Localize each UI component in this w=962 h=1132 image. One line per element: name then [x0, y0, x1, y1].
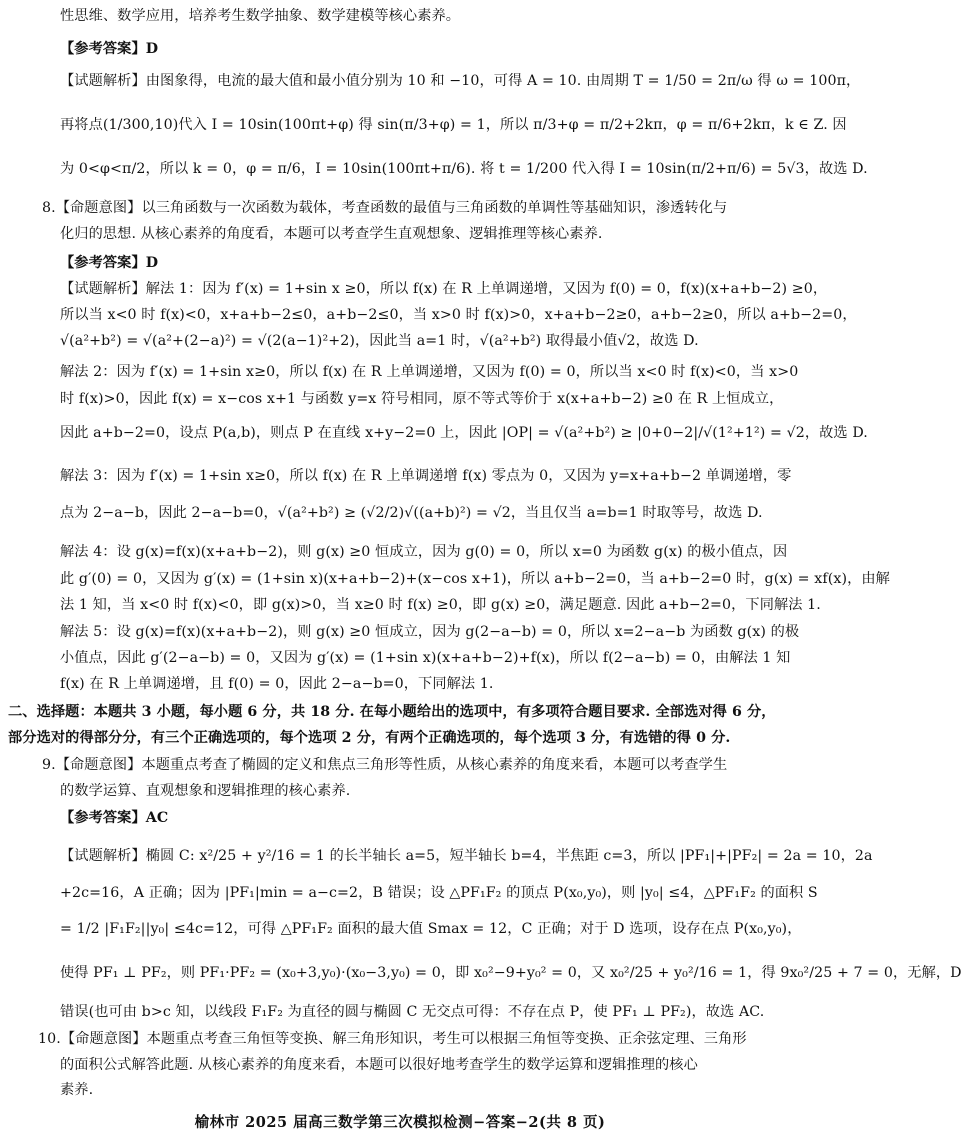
text-line: = 1/2 |F₁F₂||y₀| ≤4c=12，可得 △PF₁F₂ 面积的最大值 Smax = 12，C 正确；对于 D 选项，设存在点 P(x₀,y₀)， [60, 921, 802, 937]
reference-answer: 【参考答案】D [60, 41, 159, 57]
text-line: 性思维、数学应用，培养考生数学抽象、数学建模等核心素养。 [60, 8, 461, 24]
text-line: 所以当 x<0 时 f(x)<0，x+a+b−2≤0，a+b−2≤0，当 x>0 时 f(x)>0，x+a+b−2≥0，a+b−2≥0，所以 a+b−2=0， [60, 307, 857, 323]
text-line: 为 0<φ<π/2，所以 k = 0，φ = π/6，I = 10sin(100πt+π/6). 将 t = 1/200 代入得 I = 10sin(π/2+π/6) = 5√3，故选 D. [60, 161, 868, 177]
text-line: 小值点，因此 g′(2−a−b) = 0，又因为 g′(x) = (1+sin x)(x+a+b−2)+f(x)，所以 f(2−a−b) = 0，由解法 1 知 [60, 650, 791, 666]
text-line: 再将点(1/300,10)代入 I = 10sin(100πt+φ) 得 sin(π/3+φ) = 1，所以 π/3+φ = π/2+2kπ，φ = π/6+2kπ，k ∈ Z. 因 [60, 117, 847, 133]
text-line: 解法 5：设 g(x)=f(x)(x+a+b−2)，则 g(x) ≥0 恒成立，因为 g(2−a−b) = 0，所以 x=2−a−b 为函数 g(x) 的极 [60, 624, 800, 640]
text-line: 时 f(x)>0，因此 f(x) = x−cos x+1 与函数 y=x 符号相同，原不等式等价于 x(x+a+b−2) ≥0 在 R 上恒成立， [60, 391, 784, 407]
text-line: 解法 2：因为 f′(x) = 1+sin x≥0，所以 f(x) 在 R 上单调递增，又因为 f(0) = 0，所以当 x<0 时 f(x)<0，当 x>0 [60, 364, 799, 380]
text-line: 错误(也可由 b>c 知，以线段 F₁F₂ 为直径的圆与椭圆 C 无交点可得：不存在点 P，使 PF₁ ⊥ PF₂)，故选 AC. [60, 1004, 765, 1020]
text-line: 解法 3：因为 f′(x) = 1+sin x≥0，所以 f(x) 在 R 上单调递增 f(x) 零点为 0，又因为 y=x+a+b−2 单调递增，零 [60, 468, 792, 484]
text-line: 的面积公式解答此题. 从核心素养的角度来看，本题可以很好地考查学生的数学运算和逻辑推理的核心 [60, 1057, 698, 1073]
page-footer: 榆林市 2025 届高三数学第三次模拟检测−答案−2(共 8 页) [194, 1114, 606, 1131]
section-heading: 二、选择题：本题共 3 小题，每小题 6 分，共 18 分. 在每小题给出的选项中，有多项符合题目要求. 全部选对得 6 分， [8, 704, 776, 720]
text-line: 此 g′(0) = 0，又因为 g′(x) = (1+sin x)(x+a+b−2)+(x−cos x+1)，所以 a+b−2=0，当 a+b−2=0 时，g(x) = xf(x)，由解 [60, 571, 890, 587]
text-line: 化归的思想. 从核心素养的角度看，本题可以考查学生直观想象、逻辑推理等核心素养. [60, 226, 603, 242]
text-line: 【试题解析】解法 1：因为 f′(x) = 1+sin x ≥0，所以 f(x) 在 R 上单调递增，又因为 f(0) = 0，f(x)(x+a+b−2) ≥0， [60, 281, 828, 297]
reference-answer: 【参考答案】AC [60, 810, 169, 826]
text-line: 点为 2−a−b，因此 2−a−b=0，√(a²+b²) ≥ (√2/2)√((a+b)²) = √2，当且仅当 a=b=1 时取等号，故选 D. [60, 505, 763, 521]
text-line: 使得 PF₁ ⊥ PF₂，则 PF₁·PF₂ = (x₀+3,y₀)·(x₀−3,y₀) = 0，即 x₀²−9+y₀² = 0，又 x₀²/25 + y₀²/16 = 1，得 9x₀²/25 + 7 = 0，无解，D [60, 965, 962, 981]
text-line: 的数学运算、直观想象和逻辑推理的核心素养. [60, 783, 351, 799]
text-line: f(x) 在 R 上单调递增，且 f(0) = 0，因此 2−a−b=0，下同解法 1. [60, 676, 494, 692]
text-line: 素养. [60, 1082, 94, 1098]
question-8-intent: 8.【命题意图】以三角函数与一次函数为载体，考查函数的最值与三角函数的单调性等基础知识，渗透转化与 [42, 200, 728, 216]
text-line: 解法 4：设 g(x)=f(x)(x+a+b−2)，则 g(x) ≥0 恒成立，因为 g(0) = 0，所以 x=0 为函数 g(x) 的极小值点，因 [60, 544, 788, 560]
text-line: 因此 a+b−2=0，设点 P(a,b)，则点 P 在直线 x+y−2=0 上，因此 |OP| = √(a²+b²) ≥ |0+0−2|/√(1²+1²) = √2，故选 D. [60, 425, 868, 441]
text-line: +2c=16，A 正确；因为 |PF₁|min = a−c=2，B 错误；设 △PF₁F₂ 的顶点 P(x₀,y₀)，则 |y₀| ≤4，△PF₁F₂ 的面积 S [60, 885, 818, 901]
text-line: √(a²+b²) = √(a²+(2−a)²) = √(2(a−1)²+2)，因此当 a=1 时，√(a²+b²) 取得最小值√2，故选 D. [60, 333, 699, 349]
text-line: 【试题解析】椭圆 C: x²/25 + y²/16 = 1 的长半轴长 a=5，短半轴长 b=4，半焦距 c=3，所以 |PF₁|+|PF₂| = 2a = 10，2a [60, 848, 873, 864]
section-heading: 部分选对的得部分分，有三个正确选项的，每个选项 2 分，有两个正确选项的，每个选项 3 分，有选错的得 0 分. [8, 730, 731, 746]
text-line: 【试题解析】由图象得，电流的最大值和最小值分别为 10 和 −10，可得 A = 10. 由周期 T = 1/50 = 2π/ω 得 ω = 100π， [60, 73, 861, 89]
question-9-intent: 9.【命题意图】本题重点考查了椭圆的定义和焦点三角形等性质，从核心素养的角度来看，本题可以考查学生 [42, 757, 728, 773]
text-line: 法 1 知，当 x<0 时 f(x)<0，即 g(x)>0，当 x≥0 时 f(x) ≥0，即 g(x) ≥0，满足题意. 因此 a+b−2=0，下同解法 1. [60, 597, 821, 613]
reference-answer: 【参考答案】D [60, 255, 159, 271]
question-10-intent: 10.【命题意图】本题重点考查三角恒等变换、解三角形知识，考生可以根据三角恒等变换、正余弦定理、三角形 [38, 1031, 747, 1047]
